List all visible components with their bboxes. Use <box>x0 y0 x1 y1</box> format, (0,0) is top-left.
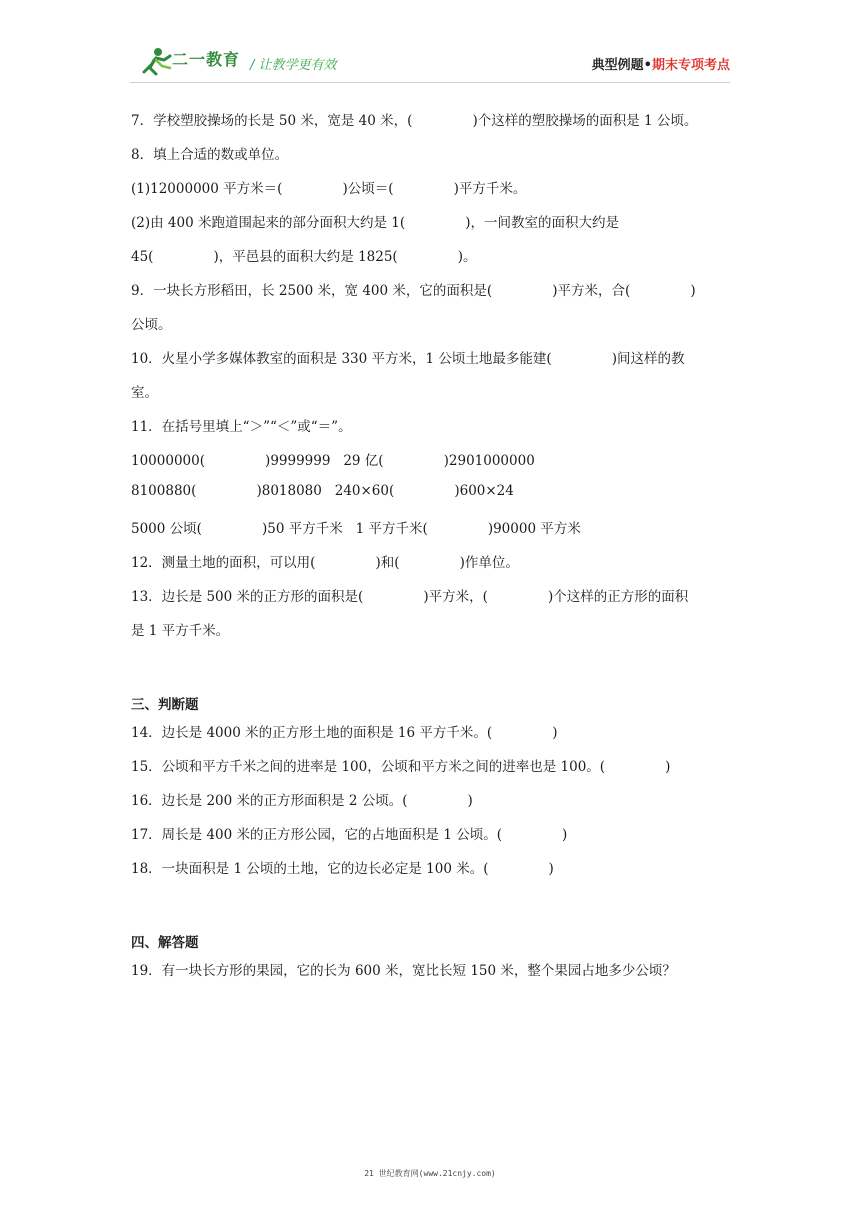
question-8-part-2-cont: 45( )，平邑县的面积大约是 1825( )。 <box>131 249 477 265</box>
question-19: 19．有一块长方形的果园，它的长为 600 米，宽比长短 150 米，整个果园占地多少公顷？ <box>131 963 676 979</box>
question-11-row-1: 10000000( )9999999 29 亿( )2901000000 <box>131 453 535 469</box>
question-11-row-2: 8100880( )8018080 240×60( )600×24 <box>131 483 514 499</box>
header-slogan: / 让教学更有效 <box>250 58 337 73</box>
question-8-part-1: (1)12000000 平方米＝( )公顷＝( )平方千米。 <box>131 181 527 197</box>
logo-text: 二一教育 <box>172 50 241 69</box>
page-footer: 21 世纪教育网(www.21cnjy.com) <box>364 1169 496 1178</box>
question-9: 9．一块长方形稻田，长 2500 米，宽 400 米，它的面积是( )平方米，合( ) <box>131 283 696 299</box>
question-13: 13．边长是 500 米的正方形的面积是( )平方米，( )个这样的正方形的面积 <box>131 589 689 605</box>
question-15: 15．公顷和平方千米之间的进率是 100，公顷和平方米之间的进率也是 100。( ) <box>131 759 671 775</box>
question-7: 7．学校塑胶操场的长是 50 米，宽是 40 米，( )个这样的塑胶操场的面积是 1 公顷。 <box>131 113 698 129</box>
question-18: 18．一块面积是 1 公顷的土地，它的边长必定是 100 米。( ) <box>131 861 554 877</box>
question-14: 14．边长是 4000 米的正方形土地的面积是 16 平方千米。( ) <box>131 725 558 741</box>
header-title-part-b: 期末专项考点 <box>651 58 730 73</box>
page-header <box>130 40 730 83</box>
section-answer-heading: 四、解答题 <box>131 935 199 951</box>
question-12: 12．测量土地的面积，可以用( )和( )作单位。 <box>131 555 519 571</box>
question-11-row-3: 5000 公顷( )50 平方千米 1 平方千米( )90000 平方米 <box>131 521 581 537</box>
question-11: 11．在括号里填上“＞”“＜”或“＝”。 <box>131 419 352 435</box>
header-title-part-a: 典型例题• <box>591 58 652 73</box>
question-10-cont: 室。 <box>131 385 158 401</box>
question-13-cont: 是 1 平方千米。 <box>131 623 230 639</box>
question-10: 10．火星小学多媒体教室的面积是 330 平方米，1 公顷土地最多能建( )间这样的教 <box>131 351 685 367</box>
question-8-title: 8．填上合适的数或单位。 <box>131 147 289 163</box>
section-true-false-heading: 三、判断题 <box>131 697 199 713</box>
question-9-cont: 公顷。 <box>131 317 172 333</box>
question-8-part-2: (2)由 400 米跑道围起来的部分面积大约是 1( )，一间教室的面积大约是 <box>131 215 619 231</box>
header-title <box>592 54 730 73</box>
question-17: 17．周长是 400 米的正方形公园，它的占地面积是 1 公顷。( ) <box>131 827 568 843</box>
question-16: 16．边长是 200 米的正方形面积是 2 公顷。( ) <box>131 793 473 809</box>
